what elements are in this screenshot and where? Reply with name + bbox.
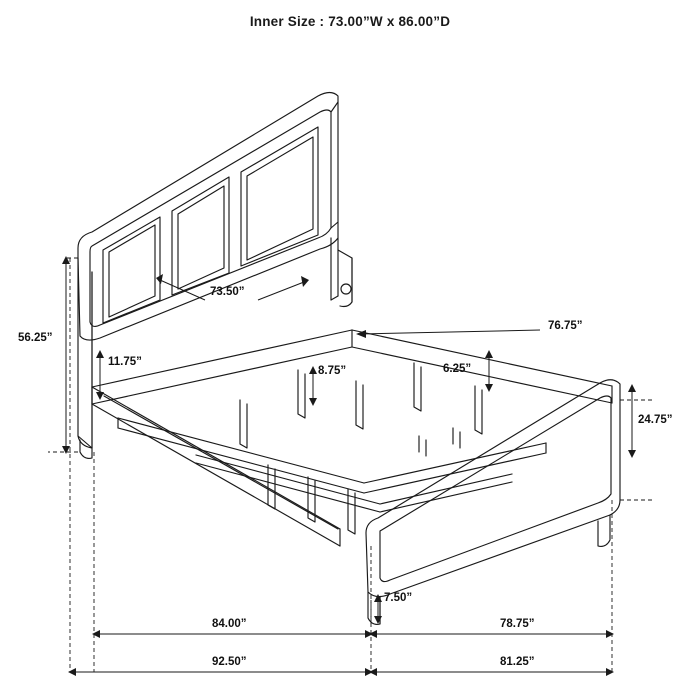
- dim-label-84-00: 84.00”: [212, 618, 247, 630]
- dim-84-00: [92, 630, 373, 638]
- page-title: Inner Size : 73.00”W x 86.00”D: [249, 14, 451, 29]
- footboard: [366, 380, 620, 625]
- dim-label-6-25: 6.25”: [443, 363, 472, 375]
- dim-6-25: [485, 350, 493, 392]
- dim-8-75: [309, 366, 317, 406]
- dim-92-50: [68, 668, 373, 676]
- dim-label-7-50: 7.50”: [384, 592, 413, 604]
- dim-label-76-75: 76.75”: [548, 320, 583, 332]
- dim-7-50: [374, 594, 382, 624]
- dim-label-56-25: 56.25”: [18, 332, 53, 344]
- dim-78-75: [369, 630, 614, 638]
- dim-label-8-75: 8.75”: [318, 365, 347, 377]
- dim-24-75: [628, 384, 636, 458]
- dim-label-92-50: 92.50”: [212, 656, 247, 668]
- dim-label-73-50: 73.50”: [210, 286, 245, 298]
- dim-label-81-25: 81.25”: [500, 656, 535, 668]
- dim-label-78-75: 78.75”: [500, 618, 535, 630]
- dim-label-11-75: 11.75”: [108, 356, 142, 368]
- dim-56-25: [62, 256, 70, 454]
- dim-label-24-75: 24.75”: [638, 414, 673, 426]
- dim-11-75: [96, 350, 104, 400]
- dim-81-25: [369, 668, 614, 676]
- headboard: [78, 93, 352, 459]
